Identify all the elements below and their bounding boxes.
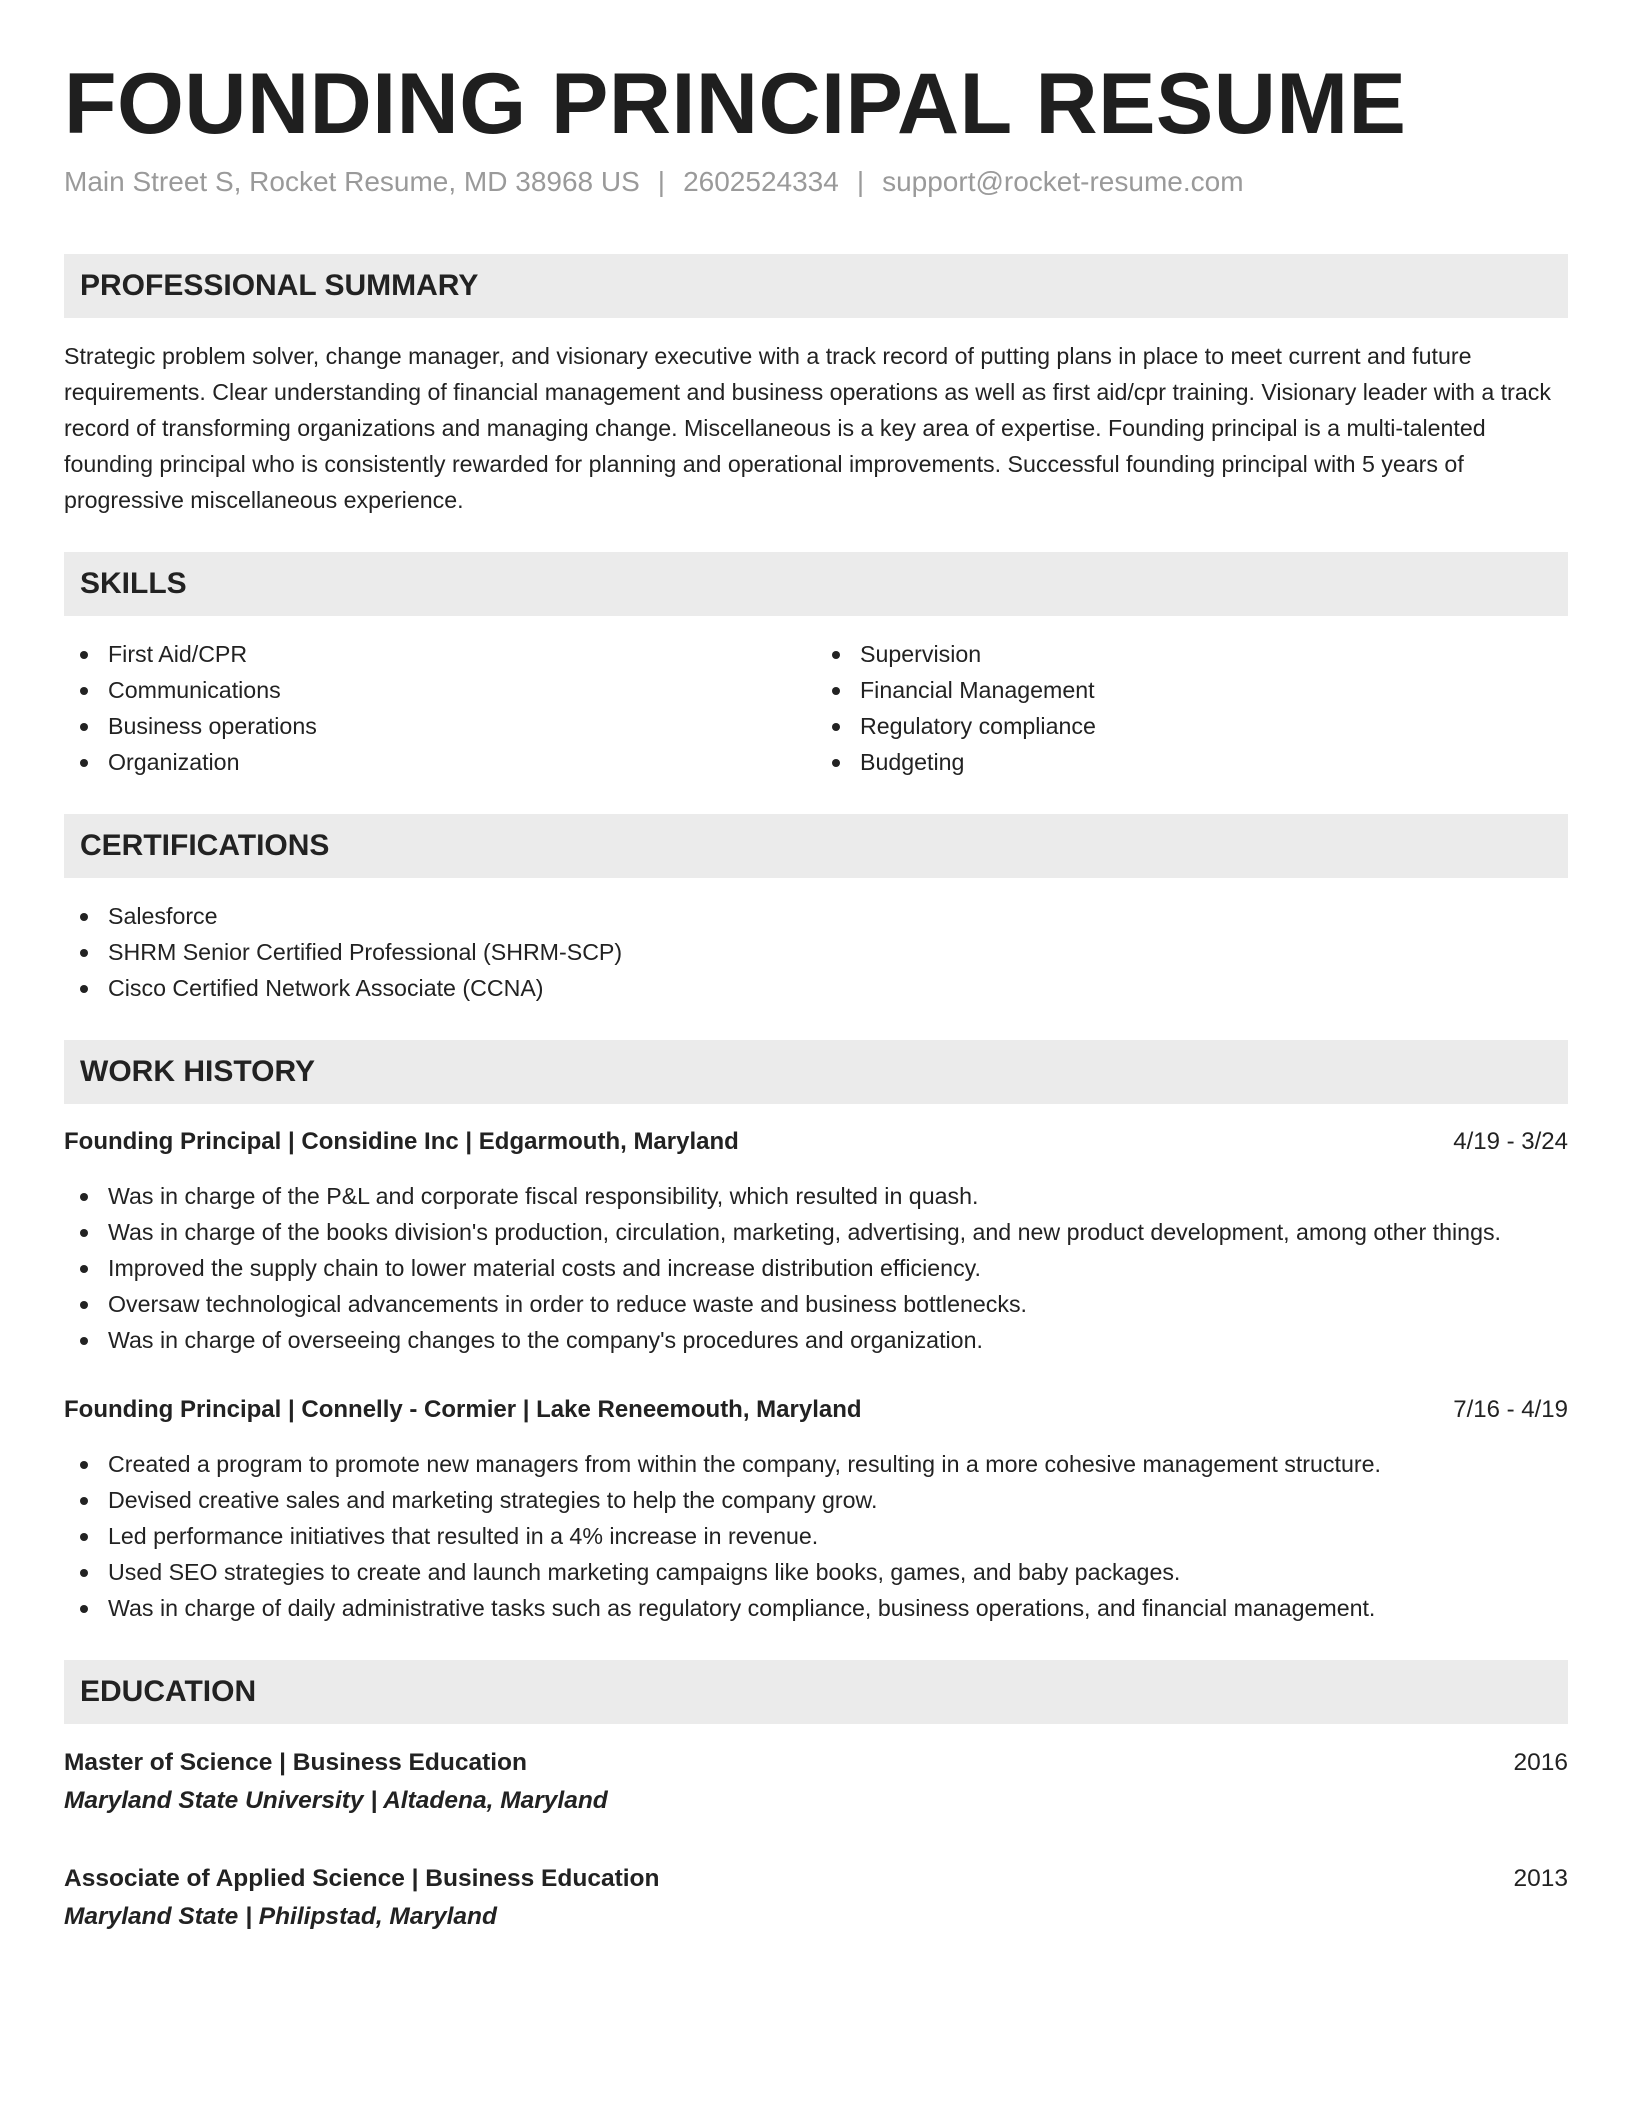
skills-column-left — [64, 636, 816, 780]
job-bullet: Oversaw technological advancements in order to reduce waste and business bottlenecks. — [64, 1286, 1568, 1322]
certification-item: Salesforce — [64, 898, 1568, 934]
contact-email: support@rocket-resume.com — [882, 166, 1244, 197]
job-bullet: Was in charge of daily administrative tasks such as regulatory compliance, business operations, and financial management. — [64, 1590, 1568, 1626]
job-bullets — [64, 1178, 1568, 1358]
education-year: 2013 — [1513, 1865, 1568, 1892]
skill-item: First Aid/CPR — [64, 636, 816, 672]
job-bullet: Devised creative sales and marketing strategies to help the company grow. — [64, 1482, 1568, 1518]
contact-separator: | — [856, 166, 865, 197]
contact-phone: 2602524334 — [683, 166, 839, 197]
section-heading-work-history: WORK HISTORY — [64, 1040, 1568, 1104]
skill-item: Budgeting — [816, 744, 1568, 780]
skill-item: Financial Management — [816, 672, 1568, 708]
education-entry — [64, 1744, 1568, 1820]
contact-separator: | — [657, 166, 666, 197]
job-bullet: Was in charge of overseeing changes to the company's procedures and organization. — [64, 1322, 1568, 1358]
education-header — [64, 1744, 1568, 1782]
contact-line — [64, 162, 1568, 202]
job-header — [64, 1124, 1568, 1160]
education-degree: Associate of Applied Science | Business Education — [64, 1865, 660, 1892]
education-header — [64, 1860, 1568, 1898]
section-heading-certifications: CERTIFICATIONS — [64, 814, 1568, 878]
job-bullet: Used SEO strategies to create and launch marketing campaigns like books, games, and baby packages. — [64, 1554, 1568, 1590]
section-heading-summary: PROFESSIONAL SUMMARY — [64, 254, 1568, 318]
summary-text: Strategic problem solver, change manager, and visionary executive with a track record of putting plans in place to meet current and future requirements. Clear understanding of financial management and business operations as well as first aid/cpr training. Visionary leader with a track record of transforming organizations and managing change. Miscellaneous is a key area of expertise. Founding principal is a multi-talented founding principal who is consistently rewarded for planning and operational improvements. Successful founding principal with 5 years of progressive miscellaneous experience. — [64, 343, 1551, 513]
skill-item: Regulatory compliance — [816, 708, 1568, 744]
job-bullet: Improved the supply chain to lower material costs and increase distribution efficiency. — [64, 1250, 1568, 1286]
job-bullet: Created a program to promote new managers from within the company, resulting in a more cohesive management structure. — [64, 1446, 1568, 1482]
skill-item: Business operations — [64, 708, 816, 744]
education-degree: Master of Science | Business Education — [64, 1749, 527, 1776]
skill-item: Supervision — [816, 636, 1568, 672]
certifications-list — [64, 898, 1568, 1006]
certification-item: Cisco Certified Network Associate (CCNA) — [64, 970, 1568, 1006]
job-bullet: Led performance initiatives that resulted in a 4% increase in revenue. — [64, 1518, 1568, 1554]
skills-list — [64, 616, 1568, 780]
education-year: 2016 — [1513, 1749, 1568, 1776]
job-bullet: Was in charge of the P&L and corporate fiscal responsibility, which resulted in quash. — [64, 1178, 1568, 1214]
section-heading-education: EDUCATION — [64, 1660, 1568, 1724]
education-entry — [64, 1860, 1568, 1936]
skill-item: Organization — [64, 744, 816, 780]
job-entry — [64, 1392, 1568, 1626]
skills-column-right — [816, 636, 1568, 780]
job-header — [64, 1392, 1568, 1428]
job-entry — [64, 1124, 1568, 1358]
job-title: Founding Principal | Connelly - Cormier | Lake Reneemouth, Maryland — [64, 1396, 862, 1423]
education-school: Maryland State | Philipstad, Maryland — [64, 1903, 497, 1930]
skill-item: Communications — [64, 672, 816, 708]
section-heading-skills: SKILLS — [64, 552, 1568, 616]
job-bullets — [64, 1446, 1568, 1626]
job-bullet: Was in charge of the books division's production, circulation, marketing, advertising, and new product development, among other things. — [64, 1214, 1568, 1250]
job-dates: 4/19 - 3/24 — [1453, 1128, 1568, 1155]
education-school: Maryland State University | Altadena, Maryland — [64, 1787, 608, 1814]
contact-address: Main Street S, Rocket Resume, MD 38968 US — [64, 166, 640, 197]
resume-page — [64, 52, 1568, 1936]
resume-title: FOUNDING PRINCIPAL RESUME — [64, 56, 1407, 152]
certification-item: SHRM Senior Certified Professional (SHRM-SCP) — [64, 934, 1568, 970]
job-title: Founding Principal | Considine Inc | Edgarmouth, Maryland — [64, 1128, 739, 1155]
job-dates: 7/16 - 4/19 — [1453, 1396, 1568, 1423]
